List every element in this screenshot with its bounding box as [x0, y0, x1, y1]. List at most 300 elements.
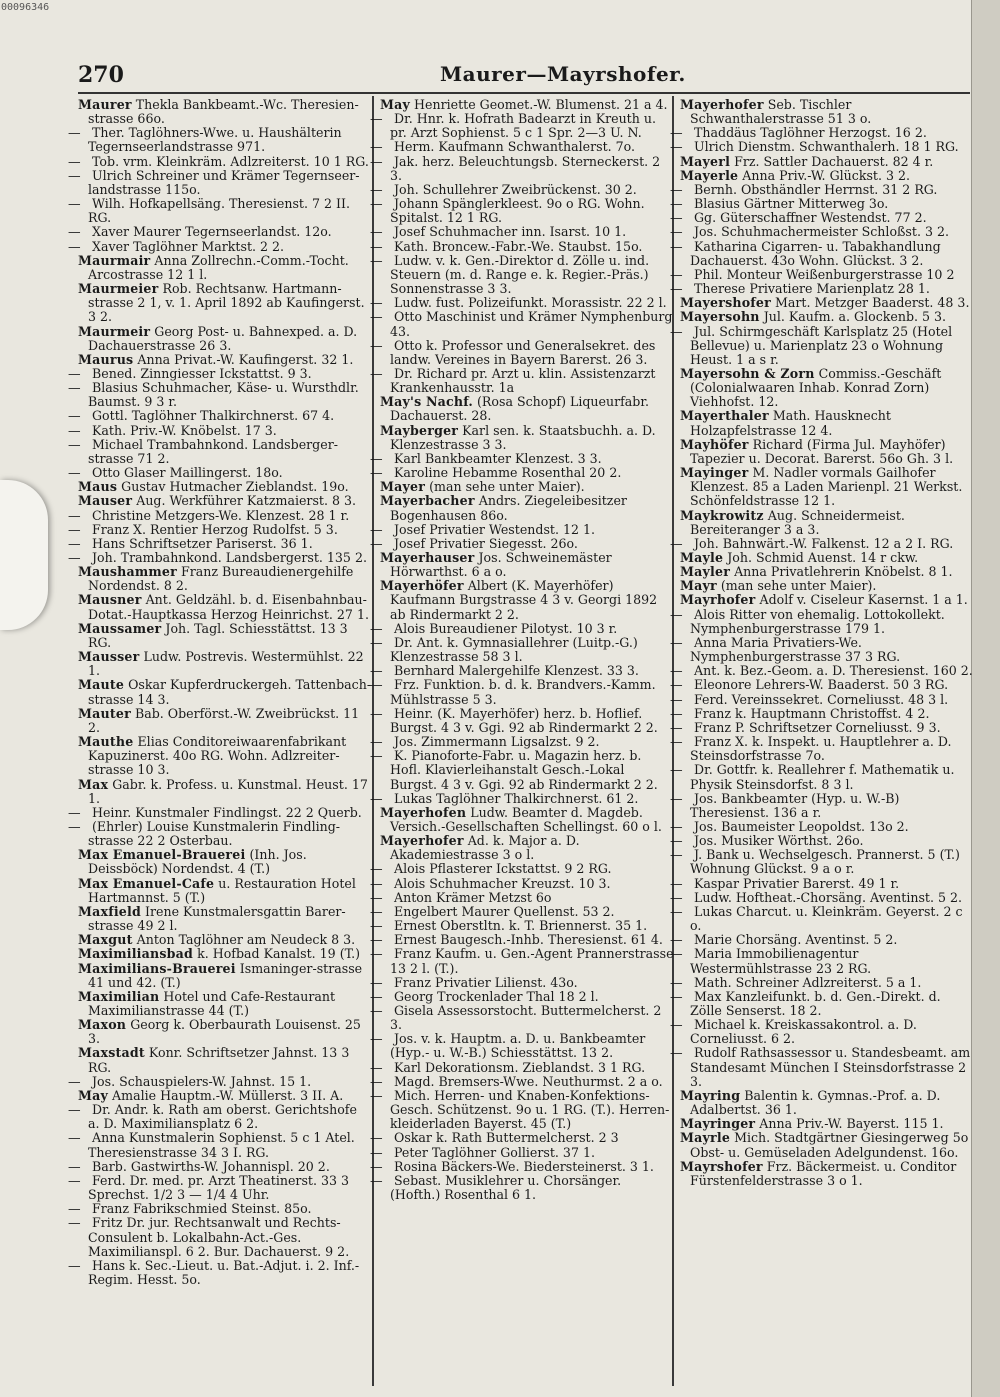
entry-text: Johann Spänglerkleest. 9o o RG. Wohn. Spitalst. 12 1 RG. — [390, 196, 645, 226]
entry-text: Ferd. Dr. med. pr. Arzt Theatinerst. 33 3 Sprechst. 1/2 3 — 1/4 4 Uhr. — [88, 1172, 350, 1203]
continuation-dash: — — [670, 1017, 683, 1033]
continuation-dash: — — [370, 521, 383, 537]
entry-text: Alois Schuhmacher Kreuzst. 10 3. — [394, 875, 611, 891]
entry-text: Ludw. v. k. Gen.-Direktor d. Zölle u. ind. Steuern (m. d. Range e. k. Regier.-Präs.) Sonnenstrasse 3 3. — [390, 252, 650, 297]
directory-entry — [370, 139, 674, 155]
entry-text: Franz Fabrikschmied Steinst. 85o. — [92, 1201, 312, 1217]
continuation-dash: — — [370, 337, 383, 353]
entry-text: Jos. Baumeister Leopoldst. 13o 2. — [694, 818, 909, 834]
continuation-dash: — — [670, 790, 683, 806]
entry-text: Thaddäus Taglöhner Herzogst. 16 2. — [694, 125, 927, 141]
entry-text: Michael k. Kreiskassakontrol. a. D. Corneliusst. 6 2. — [690, 1017, 917, 1047]
directory-entry — [370, 663, 674, 679]
entry-surname: Mayerhofer — [680, 97, 764, 112]
entry-text: (man sehe unter Maier). — [429, 479, 585, 495]
entry-text: Wilh. Hofkapellsäng. Theresienst. 7 2 II. RG. — [88, 196, 350, 226]
entry-text: Marie Chorsäng. Aventinst. 5 2. — [694, 932, 898, 948]
entry-surname: May — [380, 97, 411, 112]
continuation-dash: — — [670, 125, 683, 141]
entry-text: Franz k. Hauptmann Christoffst. 4 2. — [694, 705, 930, 721]
continuation-dash: — — [370, 309, 383, 325]
entry-surname: Max — [78, 776, 109, 792]
entry-surname: Maxfield — [78, 903, 142, 919]
directory-entry — [370, 1130, 674, 1146]
entry-text: Franz P. Schriftsetzer Corneliusst. 9 3. — [694, 719, 941, 735]
entry-text: Michael Trambahnkond. Landsberger-strasse 71 2. — [88, 436, 338, 466]
entry-text: Aug. Werkführer Katzmaierst. 8 3. — [136, 493, 357, 509]
entry-surname: Maykrowitz — [680, 507, 764, 523]
directory-entry — [670, 691, 974, 707]
entry-text: Christine Metzgers-We. Klenzest. 28 1 r. — [92, 507, 350, 523]
entry-text: Max Kanzleifunkt. b. d. Gen.-Direkt. d. Zölle Senserst. 18 2. — [690, 988, 941, 1018]
directory-entry — [68, 1257, 372, 1287]
directory-entry — [78, 778, 372, 806]
entry-text: Richard (Firma Jul. Mayhöfer) Tapezier u. Decorat. Barerst. 56o Gh. 3 l. — [690, 436, 954, 466]
entry-text: Rosina Bäckers-We. Biedersteinerst. 3 1. — [394, 1158, 654, 1174]
directory-entry — [370, 1144, 674, 1160]
continuation-dash: — — [370, 450, 383, 466]
entry-text: Joh. Trambahnkond. Landsbergerst. 135 2. — [92, 550, 367, 565]
directory-entry — [680, 579, 974, 593]
entry-surname: Mayrle — [680, 1130, 731, 1146]
entry-text: Jos. Schweinemäster Hörwarthst. 6 a o. — [390, 550, 612, 580]
entry-text: Kath. Broncew.-Fabr.-We. Staubst. 15o. — [394, 238, 643, 254]
directory-entry — [78, 254, 372, 282]
directory-entry — [680, 438, 974, 466]
directory-entry — [78, 962, 372, 990]
directory-entry — [68, 365, 372, 381]
directory-entry — [680, 1160, 974, 1188]
directory-entry — [68, 422, 372, 438]
continuation-dash: — — [670, 889, 683, 905]
directory-entry — [78, 905, 372, 933]
entry-text: Ernest Oberstltn. k. T. Briennerst. 35 1. — [394, 918, 648, 934]
continuation-dash: — — [68, 153, 81, 169]
directory-entry — [370, 974, 674, 990]
entry-text: Thekla Bankbeamt.-Wc. Theresien-strasse 66o. — [88, 97, 359, 127]
directory-entry — [680, 509, 974, 537]
entry-text: Engelbert Maurer Quellenst. 53 2. — [394, 903, 615, 919]
entry-text: Anna Privatlehrerin Knöbelst. 8 1. — [734, 564, 953, 580]
entry-text: Franz Privatier Lilienst. 43o. — [394, 974, 578, 990]
directory-entry — [370, 295, 674, 311]
directory-entry — [68, 535, 372, 551]
entry-text: J. Bank u. Wechselgesch. Prannerst. 5 (T.) Wohnung Glückst. 9 a o r. — [690, 847, 960, 877]
directory-entry — [670, 988, 974, 1018]
entry-text: Alois Bureaudiener Pilotyst. 10 3 r. — [394, 620, 618, 636]
continuation-dash: — — [670, 266, 683, 282]
entry-text: Dr. Hnr. k. Hofrath Badearzt in Kreuth u. pr. Arzt Sophienst. 5 c 1 Spr. 2—3 U. N. — [390, 111, 656, 141]
continuation-dash: — — [370, 734, 383, 750]
entry-surname: Mayerhöfer — [380, 578, 464, 594]
entry-text: Josef Schuhmacher inn. Isarst. 10 1. — [394, 224, 627, 240]
entry-text: Gabr. k. Profess. u. Kunstmal. Heust. 17 1. — [88, 776, 368, 806]
continuation-dash: — — [68, 804, 81, 820]
continuation-dash: — — [68, 535, 81, 551]
directory-entry — [68, 1215, 372, 1259]
entry-text: Anna Maria Privatiers-We. Nymphenburgerstrasse 37 3 RG. — [690, 634, 901, 665]
directory-entry — [670, 224, 974, 240]
continuation-dash: — — [670, 196, 683, 212]
continuation-dash: — — [68, 465, 81, 481]
continuation-dash: — — [68, 436, 81, 452]
entry-text: Ludw. Postrevis. Westermühlst. 22 1. — [88, 649, 364, 679]
entry-text: Anton Taglöhner am Neudeck 8 3. — [136, 932, 356, 948]
directory-entry — [380, 579, 674, 621]
directory-entry — [68, 818, 372, 849]
adjacent-page-edge — [971, 0, 1000, 1397]
directory-entry — [670, 946, 974, 976]
entry-text: Jos. Schauspielers-W. Jahnst. 15 1. — [92, 1073, 312, 1089]
directory-entry — [670, 1045, 974, 1089]
continuation-dash: — — [370, 889, 383, 905]
entry-text: (man sehe unter Maier). — [720, 578, 877, 594]
entry-surname: Mausner — [78, 592, 142, 608]
entry-surname: Mayerhofer — [380, 833, 464, 849]
directory-entry — [68, 521, 372, 537]
continuation-dash: — — [670, 833, 683, 849]
directory-entry — [670, 606, 974, 636]
continuation-dash: — — [68, 1130, 81, 1146]
entry-text: Sebast. Musiklehrer u. Chorsänger. (Hofth.) Rosenthal 6 1. — [390, 1172, 622, 1203]
directory-entry — [370, 1087, 674, 1132]
entry-text: Anna Kunstmalerin Sophienst. 5 c 1 Atel. Theresienstrasse 34 3 I. RG. — [88, 1130, 355, 1160]
entry-text: Alois Pflasterer Ickstattst. 9 2 RG. — [394, 861, 612, 877]
continuation-dash: — — [68, 1172, 81, 1188]
entry-text: Franz Bureaudienergehilfe Nordendst. 8 2. — [88, 564, 354, 594]
directory-entry — [670, 847, 974, 877]
continuation-dash: — — [370, 705, 383, 721]
continuation-dash: — — [68, 1215, 81, 1231]
continuation-dash: — — [68, 818, 81, 834]
entry-text: Jos. v. k. Hauptm. a. D. u. Bankbeamter (Hyp.- u. W.-B.) Schiesstättst. 13 2. — [390, 1031, 646, 1061]
running-title: Maurer—Mayrshofer. — [440, 62, 686, 86]
directory-entry — [370, 861, 674, 877]
directory-entry — [670, 705, 974, 721]
entry-text: Gisela Assessorstocht. Buttermelcherst. 2 3. — [390, 1003, 662, 1033]
entry-text: Math. Schreiner Adlzreiterst. 5 a 1. — [694, 974, 922, 990]
directory-entry — [370, 889, 674, 905]
continuation-dash: — — [370, 1003, 383, 1018]
entry-surname: Maurmair — [78, 252, 151, 268]
entry-surname: Mayerhofen — [380, 804, 467, 820]
continuation-dash: — — [670, 210, 683, 226]
entry-text: Dr. Gottfr. k. Reallehrer f. Mathematik u. Physik Steinsdorfst. 8 3 l. — [690, 762, 955, 792]
entry-text: K. Pianoforte-Fabr. u. Magazin herz. b. Hofl. Klavierleihanstalt Gesch.-Lokal Burgst. 4 3 v. Ggi. 92 ab Rindermarkt 2 2. — [390, 748, 658, 792]
continuation-dash: — — [670, 677, 683, 693]
entry-text: Dr. Ant. k. Gymnasiallehrer (Luitp.-G.) Klenzestrasse 58 3 l. — [390, 634, 638, 665]
entry-text: (Ehrler) Louise Kunstmalerin Findling-strasse 22 2 Osterbau. — [88, 818, 341, 849]
archive-stamp: 00096346 — [1, 2, 50, 13]
directory-entry — [680, 98, 974, 126]
entry-surname: Maus — [78, 479, 118, 495]
directory-entry — [670, 932, 974, 948]
directory-entry — [670, 210, 974, 226]
continuation-dash: — — [670, 535, 683, 551]
entry-text: Josef Privatier Siegesst. 26o. — [394, 535, 578, 551]
entry-text: Anna Zollrechn.-Comm.-Tocht. Arcostrasse 12 1 l. — [88, 252, 349, 282]
entry-surname: Mayberger — [380, 422, 459, 438]
directory-entry — [370, 337, 674, 367]
continuation-dash: — — [370, 1144, 383, 1160]
directory-entry — [670, 663, 974, 679]
entry-text: Eleonore Lehrers-W. Baaderst. 50 3 RG. — [694, 677, 949, 693]
directory-entry — [670, 139, 974, 155]
entry-text: Joh. Schullehrer Zweibrückenst. 30 2. — [394, 181, 637, 197]
continuation-dash: — — [68, 365, 81, 381]
entry-text: Josef Privatier Westendst. 12 1. — [394, 521, 596, 537]
entry-text: Gustav Hutmacher Zieblandst. 19o. — [121, 479, 349, 495]
entry-surname: Mayerhauser — [380, 550, 475, 565]
entry-text: Bened. Zinngiesser Ickstattst. 9 3. — [92, 365, 312, 381]
directory-entry — [78, 494, 372, 508]
continuation-dash: — — [370, 153, 383, 169]
directory-entry — [370, 918, 674, 934]
directory-entry — [670, 1017, 974, 1047]
continuation-dash: — — [370, 111, 383, 127]
entry-text: Otto k. Professor und Generalsekret. des landw. Vereines in Bayern Barerst. 26 3. — [390, 337, 656, 367]
continuation-dash: — — [68, 224, 81, 240]
entry-text: Georg k. Oberbaurath Louisenst. 25 3. — [88, 1017, 361, 1047]
entry-surname: Maurmeir — [78, 323, 151, 339]
directory-entry — [370, 875, 674, 891]
directory-entry — [680, 409, 974, 437]
directory-entry — [370, 1172, 674, 1203]
entry-text: Franz X. Rentier Herzog Rudolfst. 5 3. — [92, 521, 338, 537]
entry-surname: Mauthe — [78, 734, 134, 750]
continuation-dash: — — [370, 1059, 383, 1075]
continuation-dash: — — [670, 224, 683, 240]
continuation-dash: — — [670, 946, 683, 962]
entry-text: Heinr. Kunstmaler Findlingst. 22 2 Querb. — [92, 804, 362, 820]
directory-entry — [380, 551, 674, 579]
continuation-dash: — — [68, 1158, 81, 1174]
directory-entry — [680, 310, 974, 324]
entry-surname: Mayerthaler — [680, 408, 769, 424]
entry-text: Karl Dekorationsm. Zieblandst. 3 1 RG. — [394, 1059, 646, 1075]
continuation-dash: — — [670, 606, 683, 622]
continuation-dash: — — [370, 295, 383, 311]
directory-entry — [670, 677, 974, 693]
continuation-dash: — — [670, 762, 683, 778]
entry-surname: Maxstadt — [78, 1045, 145, 1061]
continuation-dash: — — [370, 252, 383, 268]
entry-text: Ulrich Schreiner und Krämer Tegernseer-landstrasse 115o. — [88, 167, 360, 197]
entry-text: Alois Ritter von ehemalig. Lottokollekt. Nymphenburgerstrasse 179 1. — [690, 606, 945, 636]
entry-text: Otto Glaser Maillingerst. 18o. — [92, 465, 283, 481]
entry-surname: Maussamer — [78, 620, 162, 636]
directory-entry — [370, 111, 674, 141]
entry-text: Rudolf Rathsassessor u. Standesbeamt. am Standesamt München I Steinsdorfstrasse 2 3. — [690, 1045, 971, 1089]
entry-text: Joh. Bahnwärt.-W. Falkenst. 12 a 2 I. RG. — [694, 535, 954, 551]
entry-text: Ant. Geldzähl. b. d. Eisenbahnbau-Dotat.-Hauptkassa Herzog Heinrichst. 27 1. — [88, 592, 369, 622]
directory-entry — [68, 1201, 372, 1217]
entry-surname: Mayerbacher — [380, 493, 475, 509]
entry-text: Oskar k. Rath Buttermelcherst. 2 3 — [394, 1130, 619, 1146]
directory-entry — [370, 677, 674, 707]
directory-entry — [670, 833, 974, 849]
entry-text: Andrs. Ziegeleibesitzer Bogenhausen 86o. — [390, 493, 627, 523]
entry-text: Anton Krämer Metzst 6o — [394, 889, 552, 905]
entry-text: (Inh. Jos. Deissböck) Nordendst. 4 (T.) — [88, 847, 307, 877]
entry-text: Commiss.-Geschäft (Colonialwaaren Inhab. Konrad Zorn) Viehhofst. 12. — [690, 365, 942, 410]
entry-surname: Mayersohn — [680, 309, 760, 325]
entry-surname: Mayinger — [680, 465, 749, 481]
directory-entry — [670, 535, 974, 551]
continuation-dash: — — [670, 988, 683, 1004]
directory-entry — [78, 735, 372, 777]
continuation-dash: — — [370, 181, 383, 197]
directory-entry — [68, 238, 372, 254]
directory-entry — [670, 875, 974, 891]
entry-text: Balentin k. Gymnas.-Prof. a. D. Adalbertst. 36 1. — [690, 1087, 941, 1118]
directory-entry — [78, 593, 372, 621]
directory-entry — [68, 804, 372, 820]
entry-surname: Maute — [78, 677, 125, 693]
continuation-dash: — — [670, 634, 683, 650]
entry-surname: Maushammer — [78, 564, 177, 580]
continuation-dash: — — [370, 748, 383, 764]
entry-surname: Mayershofer — [680, 295, 771, 311]
directory-entry — [670, 889, 974, 905]
directory-entry — [670, 719, 974, 735]
directory-entry — [78, 325, 372, 353]
entry-text: Jak. herz. Beleuchtungsb. Sterneckerst. 2 3. — [390, 153, 661, 183]
directory-entry — [380, 494, 674, 522]
continuation-dash: — — [68, 125, 81, 141]
directory-entry — [68, 1102, 372, 1132]
directory-entry — [370, 734, 674, 750]
directory-entry — [370, 450, 674, 466]
continuation-dash: — — [370, 1073, 383, 1089]
directory-entry — [370, 988, 674, 1004]
directory-entry — [680, 1117, 974, 1131]
continuation-dash: — — [370, 1158, 383, 1174]
entry-text: Blasius Gärtner Mitterweg 3o. — [694, 196, 889, 212]
continuation-dash: — — [370, 139, 383, 155]
entry-surname: May — [78, 1087, 109, 1103]
directory-entry — [680, 1089, 974, 1117]
directory-entry — [670, 181, 974, 197]
directory-entry — [370, 153, 674, 183]
directory-entry — [68, 196, 372, 226]
directory-entry — [370, 946, 674, 976]
entry-text: Karl sen. k. Staatsbuchh. a. D. Klenzestrasse 3 3. — [390, 422, 656, 452]
directory-entry — [680, 466, 974, 508]
entry-text: Seb. Tischler Schwanthalerstrasse 51 3 o. — [690, 97, 872, 127]
entry-text: Aug. Schneidermeist. Bereiteranger 3 a 3. — [690, 507, 905, 537]
directory-entry — [370, 1059, 674, 1075]
entry-surname: Maximilian — [78, 988, 160, 1004]
continuation-dash: — — [670, 281, 683, 297]
directory-entry — [68, 153, 372, 169]
entry-text: Karl Bankbeamter Klenzest. 3 3. — [394, 450, 602, 466]
directory-entry — [78, 933, 372, 947]
directory-entry — [68, 125, 372, 155]
entry-text: Joh. Schmid Auenst. 14 r ckw. — [727, 550, 919, 565]
entry-text: k. Hofbad Kanalst. 19 (T.) — [197, 946, 361, 962]
entry-surname: May's Nachf. — [380, 394, 473, 410]
entry-text: Lukas Taglöhner Thalkirchnerst. 61 2. — [394, 790, 639, 806]
directory-entry — [68, 167, 372, 197]
entry-surname: Maxgut — [78, 932, 133, 948]
entry-text: Ant. k. Bez.-Geom. a. D. Theresienst. 160 2. — [694, 663, 973, 679]
entry-text: Oskar Kupferdruckergeh. Tattenbach-strasse 14 3. — [88, 677, 372, 707]
entry-text: Katharina Cigarren- u. Tabakhandlung Dachauerst. 43o Wohn. Glückst. 3 2. — [690, 238, 941, 268]
entry-text: Jul. Schirmgeschäft Karlsplatz 25 (Hotel Bellevue) u. Marienplatz 23 o Wohnung Heust. 1 a s r. — [690, 323, 953, 367]
directory-entry — [380, 806, 674, 834]
continuation-dash: — — [68, 167, 81, 183]
directory-entry — [78, 353, 372, 367]
directory-entry — [68, 408, 372, 424]
entry-text: Hotel und Cafe-Restaurant Maximilianstrasse 44 (T.) — [88, 988, 336, 1018]
entry-text: Kath. Priv.-W. Knöbelst. 17 3. — [92, 422, 277, 438]
directory-entry — [670, 818, 974, 834]
directory-entry — [670, 762, 974, 792]
entry-text: M. Nadler vormals Gailhofer Klenzest. 85 a Laden Marienpl. 21 Werkst. Schönfeldstrasse 12 1. — [690, 465, 963, 509]
continuation-dash: — — [68, 1102, 81, 1118]
continuation-dash: — — [68, 196, 81, 212]
directory-entry — [370, 309, 674, 339]
entry-text: Ludw. fust. Polizeifunkt. Morassistr. 22 2 l. — [394, 295, 667, 311]
directory-entry — [680, 367, 974, 409]
entry-text: Otto Maschinist und Krämer Nymphenburg 43. — [390, 309, 673, 339]
directory-entry — [78, 622, 372, 650]
entry-text: Peter Taglöhner Gollierst. 37 1. — [394, 1144, 595, 1160]
directory-entry — [680, 1131, 974, 1159]
continuation-dash: — — [370, 634, 383, 650]
entry-text: Konr. Schriftsetzer Jahnst. 13 3 RG. — [88, 1045, 350, 1075]
entry-text: Math. Hausknecht Holzapfelstrasse 12 4. — [690, 408, 891, 438]
entry-text: Rob. Rechtsanw. Hartmann-strasse 2 1, v. 1. April 1892 ab Kaufingerst. 3 2. — [88, 281, 365, 325]
directory-entry — [680, 565, 974, 579]
continuation-dash: — — [370, 1130, 383, 1146]
directory-entry — [78, 282, 372, 324]
entry-text: Herm. Kaufmann Schwanthalerst. 7o. — [394, 139, 636, 155]
entry-text: Barb. Gastwirths-W. Johannispl. 20 2. — [92, 1158, 330, 1174]
continuation-dash: — — [670, 932, 683, 948]
continuation-dash: — — [670, 719, 683, 735]
continuation-dash: — — [670, 663, 683, 679]
entry-surname: Max Emanuel-Brauerei — [78, 847, 246, 863]
continuation-dash: — — [370, 620, 383, 636]
entry-text: Phil. Monteur Weißenburgerstrasse 10 2 — [694, 266, 955, 282]
continuation-dash: — — [68, 521, 81, 537]
directory-entry — [68, 550, 372, 565]
column-3 — [670, 97, 974, 1388]
continuation-dash: — — [68, 1073, 81, 1089]
continuation-dash: — — [68, 507, 81, 523]
continuation-dash: — — [370, 974, 383, 990]
directory-entry — [78, 848, 372, 876]
continuation-dash: — — [670, 323, 683, 339]
directory-entry — [380, 395, 674, 423]
entry-text: Mich. Herren- und Knaben-Konfektions-Gesch. Schützenst. 9o u. 1 RG. (T.). Herren-kleiderladen Bayerst. 45 (T.) — [390, 1087, 670, 1132]
directory-entry — [370, 238, 674, 254]
directory-entry — [78, 877, 372, 905]
continuation-dash: — — [670, 1045, 683, 1061]
continuation-dash: — — [68, 1257, 81, 1273]
continuation-dash: — — [68, 550, 81, 565]
continuation-dash: — — [370, 196, 383, 212]
entry-text: Bernhard Malergehilfe Klenzest. 33 3. — [394, 663, 639, 679]
entry-text: Amalie Hauptm.-W. Müllerst. 3 II. A. — [112, 1087, 344, 1103]
continuation-dash: — — [370, 365, 383, 381]
entry-surname: Mayer — [380, 479, 426, 495]
directory-entry — [68, 224, 372, 240]
header-rule — [78, 92, 970, 94]
directory-entry — [670, 323, 974, 367]
